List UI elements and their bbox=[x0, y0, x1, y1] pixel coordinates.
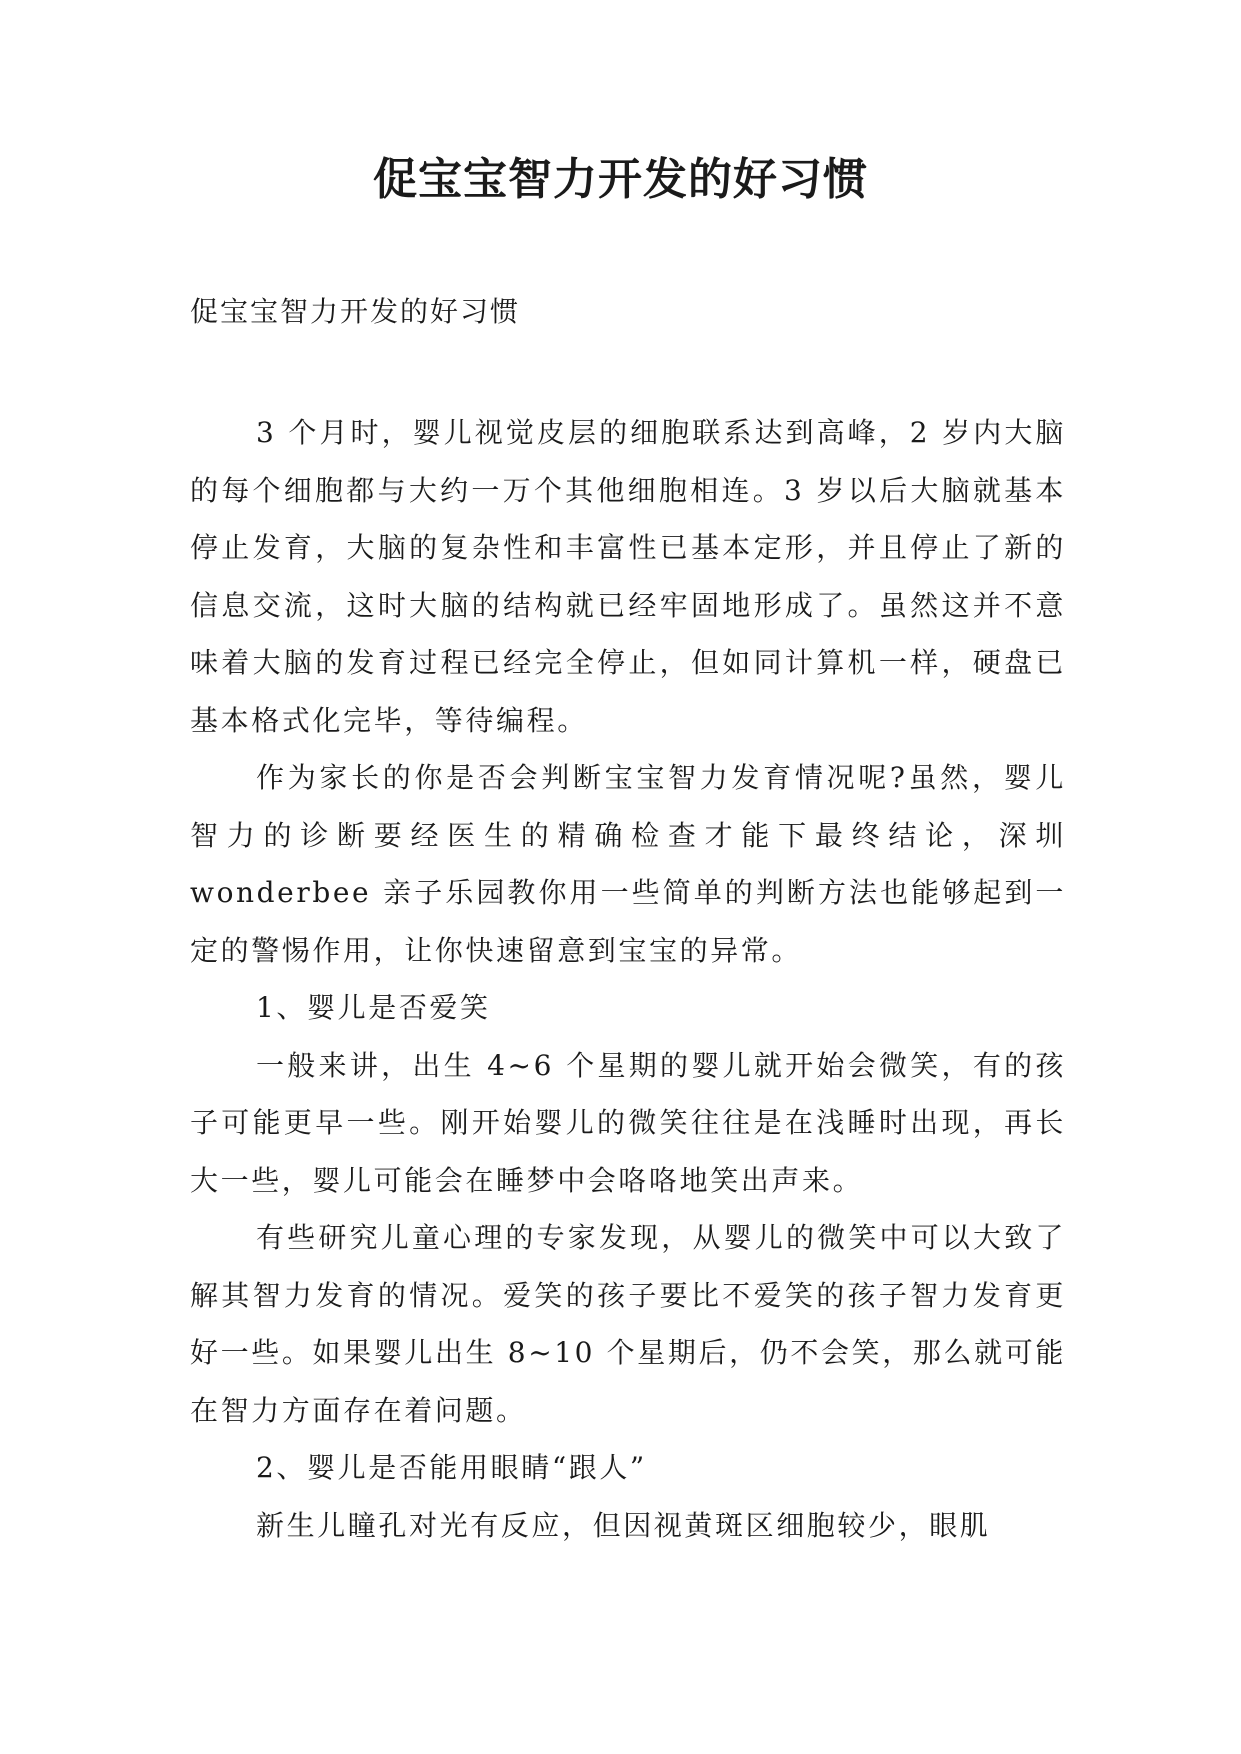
paragraph-parent-judgement: 作为家长的你是否会判断宝宝智力发育情况呢?虽然，婴儿智力的诊断要经医生的精确检查才能下最终结论，深圳wonderbee 亲子乐园教你用一些简单的判断方法也能够起到一定的警惕作用，让你快速留意到宝宝的异常。 bbox=[190, 761, 1066, 967]
paragraph-newborn-vision: 新生儿瞳孔对光有反应，但因视黄斑区细胞较少，眼肌 bbox=[256, 1508, 991, 1542]
paragraph-smile-research: 有些研究儿童心理的专家发现，从婴儿的微笑中可以大致了解其智力发育的情况。爱笑的孩子要比不爱笑的孩子智力发育更好一些。如果婴儿出生 8~10 个星期后，仍不会笑，那么就可能在智力方面存在着问题。 bbox=[190, 1221, 1066, 1427]
document-subtitle: 促宝宝智力开发的好习惯 bbox=[190, 295, 521, 328]
paragraph-smile-timing: 一般来讲，出生 4~6 个星期的婴儿就开始会微笑，有的孩子可能更早一些。刚开始婴儿的微笑往往是在浅睡时出现，再长大一些，婴儿可能会在睡梦中会咯咯地笑出声来。 bbox=[190, 1048, 1066, 1197]
document-body bbox=[190, 404, 1066, 1554]
paragraph-brain-development: 3 个月时，婴儿视觉皮层的细胞联系达到高峰，2 岁内大脑的每个细胞都与大约一万个其他细胞相连。3 岁以后大脑就基本停止发育，大脑的复杂性和丰富性已基本定形，并且停止了新的信息交流，这时大脑的结构就已经牢固地形成了。虽然这并不意味着大脑的发育过程已经完全停止，但如同计算机一样，硬盘已基本格式化完毕，等待编程。 bbox=[190, 416, 1066, 737]
section-heading-eye-tracking: 2、婴儿是否能用眼睛“跟人” bbox=[256, 1451, 647, 1484]
section-heading-smile: 1、婴儿是否爱笑 bbox=[256, 991, 491, 1024]
document-title: 促宝宝智力开发的好习惯 bbox=[373, 154, 868, 205]
